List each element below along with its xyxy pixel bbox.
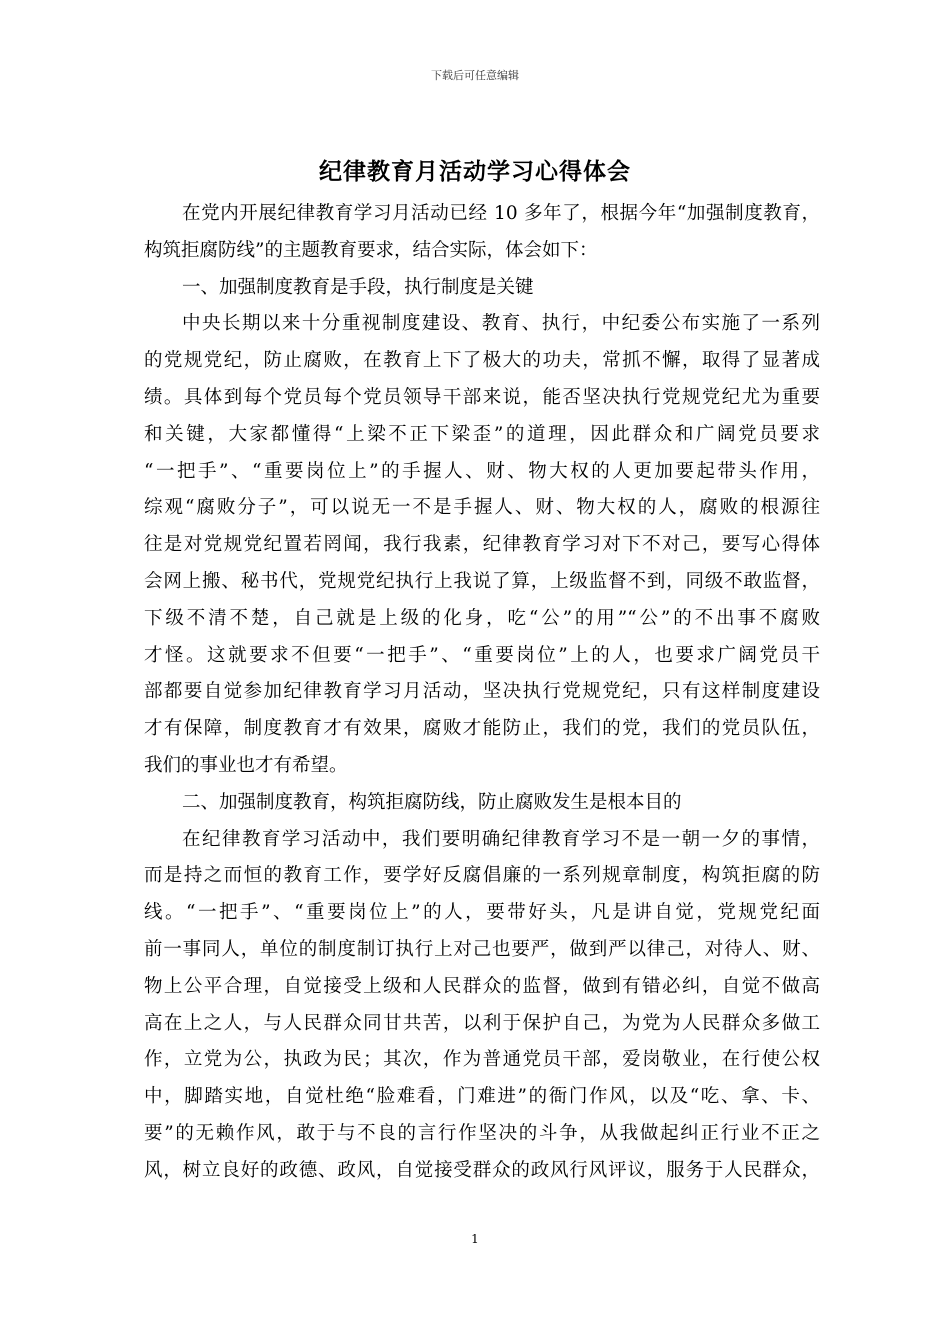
text-line: 风，树立良好的政德、政风，自觉接受群众的政风行风评议，服务于人民群众，: [144, 1159, 820, 1181]
page-number: 1: [471, 1232, 479, 1246]
text-line: 一、加强制度教育是手段，执行制度是关键: [182, 276, 534, 298]
text-line: 前一事同人，单位的制度制订执行上对己也要严，做到严以律己，对待人、财、: [144, 938, 820, 960]
text-line: 在党内开展纪律教育学习月活动已经 10 多年了，根据今年“加强制度教育，: [182, 203, 820, 224]
text-line: 才怪。这就要求不但要“一把手”、“重要岗位”上的人，也要求广阔党员干: [144, 644, 820, 666]
text-line: 往是对党规党纪置若罔闻，我行我素，纪律教育学习对下不对己，要写心得体: [144, 534, 820, 556]
text-line: 中央长期以来十分重视制度建设、教育、执行，中纪委公布实施了一系列: [182, 313, 820, 335]
document-body: [144, 196, 820, 1190]
text-line: 部都要自觉参加纪律教育学习月活动，坚决执行党规党纪，只有这样制度建设: [144, 681, 820, 703]
text-line: 的党规党纪，防止腐败，在教育上下了极大的功夫，常抓不懈，取得了显著成: [144, 350, 820, 372]
text-line: 综观“腐败分子”，可以说无一不是手握人、财、物大权的人，腐败的根源往: [144, 497, 820, 519]
text-line: 而是持之而恒的教育工作，要学好反腐倡廉的一系列规章制度，构筑拒腐的防: [144, 865, 820, 887]
text-line: 中，脚踏实地，自觉杜绝“脸难看，门难进”的衙门作风，以及“吃、拿、卡、: [144, 1086, 820, 1108]
text-line: 会网上搬、秘书代，党规党纪执行上我说了算，上级监督不到，同级不敢监督，: [144, 570, 820, 592]
text-line: 高在上之人，与人民群众同甘共苦，以利于保护自己，为党为人民群众多做工: [144, 1012, 820, 1034]
text-line: 作，立党为公，执政为民；其次，作为普通党员干部，爱岗敬业，在行使公权: [144, 1049, 820, 1071]
text-line: 和关键，大家都懂得“上梁不正下梁歪”的道理，因此群众和广阔党员要求: [144, 423, 820, 445]
text-line: “一把手”、“重要岗位上”的手握人、财、物大权的人更加要起带头作用，: [144, 460, 820, 482]
text-line: 才有保障，制度教育才有效果，腐败才能防止，我们的党，我们的党员队伍，: [144, 718, 820, 740]
text-line: 二、加强制度教育，构筑拒腐防线，防止腐败发生是根本目的: [182, 791, 682, 813]
text-line: 物上公平合理，自觉接受上级和人民群众的监督，做到有错必纠，自觉不做高: [144, 975, 820, 997]
text-line: 要”的无赖作风，敢于与不良的言行作坚决的斗争，从我做起纠正行业不正之: [144, 1122, 820, 1144]
text-line: 构筑拒腐防线”的主题教育要求，结合实际，体会如下：: [144, 239, 598, 261]
document-title: 纪律教育月活动学习心得体会: [319, 158, 631, 185]
text-line: 线。“一把手”、“重要岗位上”的人，要带好头，凡是讲自觉，党规党纪面: [144, 902, 820, 924]
header-note: 下载后可任意编辑: [431, 69, 519, 82]
text-line: 我们的事业也才有希望。: [144, 754, 348, 776]
text-line: 在纪律教育学习活动中，我们要明确纪律教育学习不是一朝一夕的事情，: [182, 828, 820, 850]
text-line: 下级不清不楚，自己就是上级的化身，吃“公”的用”“公”的不出事不腐败: [144, 607, 820, 629]
text-line: 绩。具体到每个党员每个党员领导干部来说，能否坚决执行党规党纪尤为重要: [144, 386, 820, 408]
